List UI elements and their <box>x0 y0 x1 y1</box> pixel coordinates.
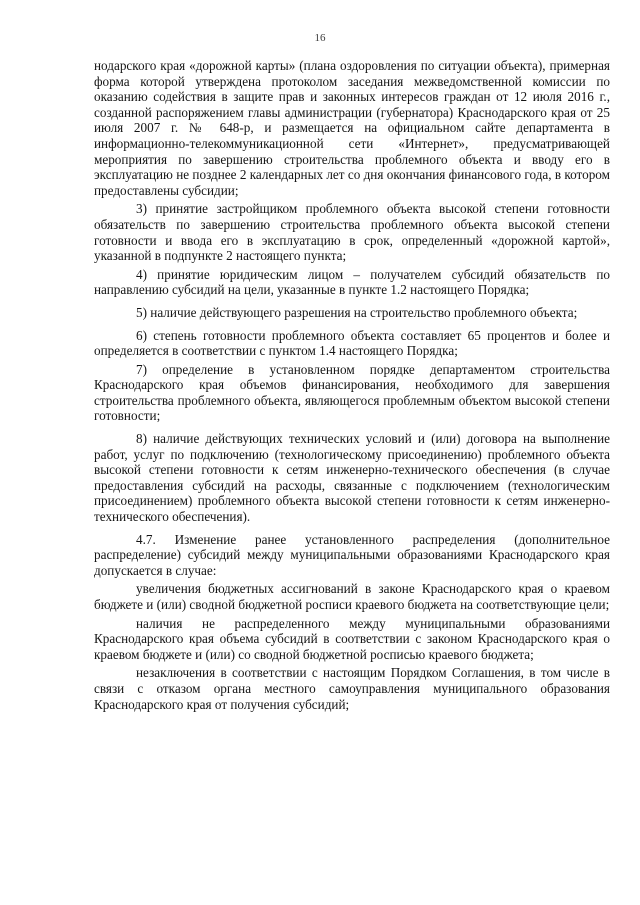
page-number: 16 <box>314 32 326 44</box>
body-text <box>94 58 610 712</box>
paragraph-condition-8: 8) наличие действующих технических условий и (или) договора на выполнение работ, услуг по подключению (технологическому присоединению) проблемного объекта высокой степени готовности к сетям инженерно-технического обеспечения (в случае предоставления субсидий на расходы, связанные с подключением (технологическим присоединением) проблемного объекта высокой степени готовности к сетям инженерно-технического обеспечения). <box>94 431 610 525</box>
paragraph-condition-3: 3) принятие застройщиком проблемного объекта высокой степени готовности обязательств по завершению строительства проблемного объекта высокой степени готовности и ввода его в эксплуатацию в срок, определенный «дорожной картой», указанной в подпункте 2 настоящего пункта; <box>94 201 610 264</box>
paragraph-section-4-7: 4.7. Изменение ранее установленного распределения (дополнительное распределение) субсидий между муниципальными образованиями Краснодарского края допускается в случае: <box>94 531 610 578</box>
paragraph-case-budget-increase: увеличения бюджетных ассигнований в законе Краснодарского края о краевом бюджете и (или) сводной бюджетной росписи краевого бюджета на соответствующие цели; <box>94 581 610 612</box>
paragraph-condition-7: 7) определение в установленном порядке департаментом строительства Краснодарского края объемов финансирования, необходимого для завершения строительства проблемного объекта, являющегося проблемным объектом высокой степени готовности; <box>94 361 610 424</box>
paragraph-condition-4: 4) принятие юридическим лицом – получателем субсидий обязательств по направлению субсидий на цели, указанные в пункте 1.2 настоящего Порядка; <box>94 266 610 298</box>
paragraph-case-undistributed-volume: наличия не распределенного между муниципальными образованиями Краснодарского края объема субсидий в соответствии с законом Краснодарского края о краевом бюджете и (или) со сводной бюджетной росписью краевого бюджета; <box>94 615 610 662</box>
paragraph-condition-5: 5) наличие действующего разрешения на строительство проблемного объекта; <box>136 304 578 320</box>
paragraph-condition-6: 6) степень готовности проблемного объекта составляет 65 процентов и более и определяется в соответствии с пунктом 1.4 настоящего Порядка; <box>94 327 610 359</box>
paragraph-case-agreement-not-concluded: незаключения в соответствии с настоящим Порядком Соглашения, в том числе в связи с отказом органа местного самоуправления муниципального образования Краснодарского края от получения субсидий; <box>94 665 610 712</box>
paragraph-road-map-continuation: нодарского края «дорожной карты» (плана оздоровления по ситуации объекта), примерная форма которой утверждена протоколом заседания межведомственной комиссии по оказанию содействия в защите прав и законных интересов граждан от 12 июля 2016 г., созданной распоряжением главы администрации (губернатора) Краснодарского края от 25 июля 2007 г. № 648-р, и размещается на официальном сайте департамента в информационно-телекоммуникационной сети «Интернет», предусматривающей мероприятия по завершению строительства проблемного объекта и вводу его в эксплуатацию не позднее 2 календарных лет со дня окончания финансового года, в котором предоставлены субсидии; <box>94 58 610 198</box>
